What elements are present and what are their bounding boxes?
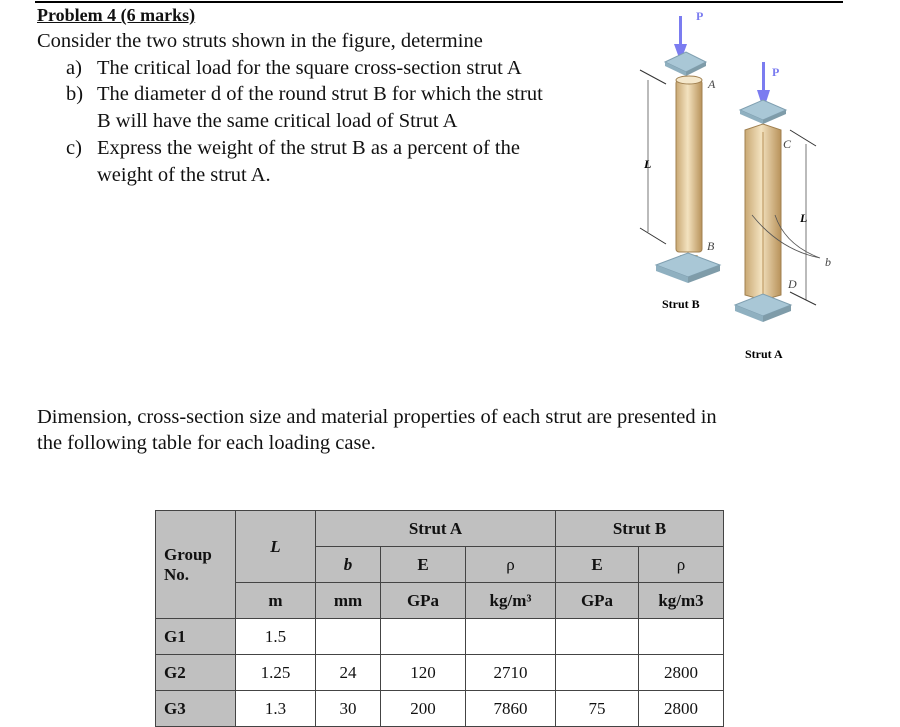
strut-a <box>735 62 831 361</box>
load-arrow-icon <box>762 62 765 92</box>
table-row <box>156 655 724 691</box>
item-text: The diameter d of the round strut B for which the strut <box>97 83 543 105</box>
cell: 7860 <box>466 691 556 727</box>
cell: 2800 <box>639 655 724 691</box>
group-cell: G2 <box>156 655 236 691</box>
group-header: Group No. <box>156 511 236 619</box>
strut-a-caption: Strut A <box>745 347 783 361</box>
table-units-row <box>156 583 724 619</box>
cell: 1.25 <box>236 655 316 691</box>
item-b <box>66 81 543 132</box>
strut-b-caption: Strut B <box>662 297 700 311</box>
cell: 1.5 <box>236 619 316 655</box>
cell: 30 <box>316 691 381 727</box>
unit-cell: GPa <box>556 583 639 619</box>
table-row <box>156 619 724 655</box>
col-header: b <box>316 547 381 583</box>
col-header: ρ <box>466 547 556 583</box>
group-cell: G1 <box>156 619 236 655</box>
item-a <box>66 55 522 82</box>
unit-cell: m <box>236 583 316 619</box>
strut-b <box>640 9 720 311</box>
cell: 24 <box>316 655 381 691</box>
cell <box>639 619 724 655</box>
cell: 200 <box>381 691 466 727</box>
cell <box>466 619 556 655</box>
cell: 2800 <box>639 691 724 727</box>
length-label: L <box>644 157 652 171</box>
unit-cell: kg/m³ <box>466 583 556 619</box>
point-label: C <box>783 137 792 151</box>
table-row <box>156 691 724 727</box>
load-label: P <box>696 9 704 23</box>
point-label: D <box>788 277 797 291</box>
item-text: B will have the same critical load of Strut A <box>97 109 458 132</box>
group-cell: G3 <box>156 691 236 727</box>
length-header: L <box>236 511 316 583</box>
unit-cell: kg/m3 <box>639 583 724 619</box>
unit-cell: GPa <box>381 583 466 619</box>
cell: 1.3 <box>236 691 316 727</box>
strut-b-header: Strut B <box>556 511 724 547</box>
point-label: B <box>707 239 715 253</box>
properties-table <box>155 510 724 727</box>
col-header: ρ <box>639 547 724 583</box>
item-text: weight of the strut A. <box>97 163 271 186</box>
cell: 2710 <box>466 655 556 691</box>
cell <box>556 619 639 655</box>
struts-figure <box>620 0 850 370</box>
side-label: b <box>825 255 831 269</box>
cell <box>381 619 466 655</box>
item-text: Express the weight of the strut B as a percent of the <box>97 137 520 159</box>
unit-cell: mm <box>316 583 381 619</box>
table-header-row <box>156 511 724 547</box>
item-marker: c) <box>66 137 82 159</box>
item-text: The critical load for the square cross-section strut A <box>97 57 522 79</box>
length-label: L <box>800 211 808 225</box>
col-header: E <box>556 547 639 583</box>
problem-intro: Consider the two struts shown in the figure, determine <box>37 30 483 52</box>
load-label: P <box>772 65 780 79</box>
cell: 75 <box>556 691 639 727</box>
item-marker: a) <box>66 57 82 79</box>
item-c <box>66 135 520 186</box>
cell <box>316 619 381 655</box>
table-intro-1: Dimension, cross-section size and material properties of each strut are presented in <box>37 406 717 428</box>
item-marker: b) <box>66 83 84 105</box>
problem-title: Problem 4 (6 marks) <box>37 5 196 25</box>
col-header: E <box>381 547 466 583</box>
strut-a-header: Strut A <box>316 511 556 547</box>
cell <box>556 655 639 691</box>
point-label: A <box>708 77 716 91</box>
load-arrow-icon <box>679 16 682 46</box>
cell: 120 <box>381 655 466 691</box>
table-intro-2: the following table for each loading case. <box>37 432 376 454</box>
